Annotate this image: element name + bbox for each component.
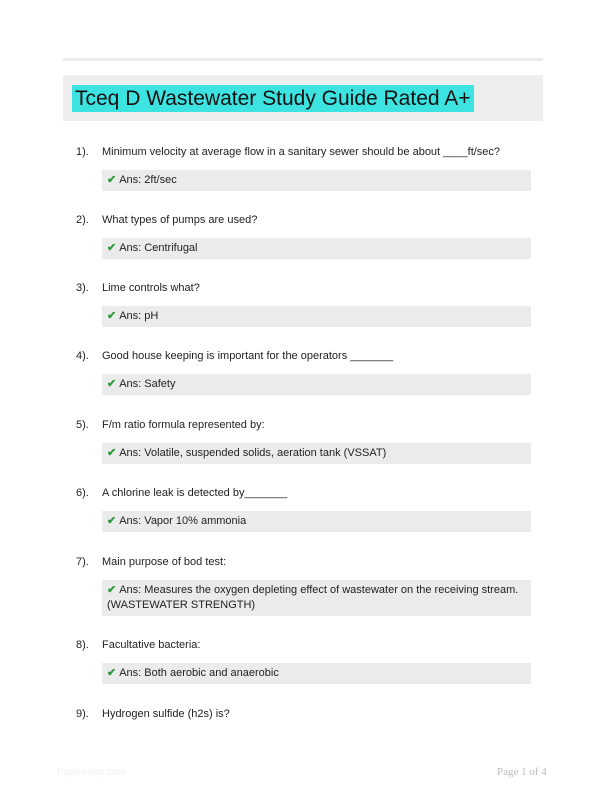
answer-box	[102, 511, 531, 532]
question-text: What types of pumps are used?	[102, 214, 258, 226]
check-icon: ✔	[107, 447, 117, 459]
answer-box	[102, 374, 531, 395]
check-icon: ✔	[107, 378, 117, 390]
answer-text: Measures the oxygen depleting effect of wastewater on the receiving stream. (WASTEWATER STRENGTH)	[107, 584, 519, 611]
question-text: Minimum velocity at average flow in a sanitary sewer should be about ____ft/sec?	[102, 146, 501, 158]
check-icon: ✔	[107, 174, 117, 186]
answer-prefix: Ans:	[119, 447, 142, 459]
check-icon: ✔	[107, 310, 117, 322]
answer-text: Safety	[144, 378, 176, 390]
footer-watermark: PaperHelp.com	[57, 767, 126, 778]
question-number: 5).	[76, 419, 89, 431]
answer-prefix: Ans:	[119, 310, 142, 322]
question-number: 8).	[76, 639, 89, 651]
question-number: 1).	[76, 146, 89, 158]
check-icon: ✔	[107, 667, 117, 679]
check-icon: ✔	[107, 515, 117, 527]
answer-box	[102, 238, 531, 259]
question-text: Good house keeping is important for the operators _______	[102, 350, 394, 362]
question-number: 2).	[76, 214, 89, 226]
answer-box	[102, 443, 531, 464]
page-number: Page 1 of 4	[497, 766, 547, 778]
answer-text: Both aerobic and anaerobic	[144, 667, 279, 679]
page-title: Tceq D Wastewater Study Guide Rated A+	[72, 85, 474, 112]
question-text: Main purpose of bod test:	[102, 556, 227, 568]
check-icon: ✔	[107, 584, 117, 596]
question-number: 6).	[76, 487, 89, 499]
title-band	[63, 75, 543, 121]
answer-box	[102, 306, 531, 327]
answer-prefix: Ans:	[119, 378, 142, 390]
answer-text: Vapor 10% ammonia	[144, 515, 247, 527]
answer-box	[102, 663, 531, 684]
answer-box	[102, 170, 531, 191]
question-text: A chlorine leak is detected by_______	[102, 487, 288, 499]
question-number: 9).	[76, 708, 89, 720]
question-text: F/m ratio formula represented by:	[102, 419, 265, 431]
answer-prefix: Ans:	[119, 584, 142, 596]
question-text: Facultative bacteria:	[102, 639, 201, 651]
check-icon: ✔	[107, 242, 117, 254]
question-text: Lime controls what?	[102, 282, 200, 294]
answer-box	[102, 580, 531, 616]
question-text: Hydrogen sulfide (h2s) is?	[102, 708, 230, 720]
answer-text: 2ft/sec	[144, 174, 177, 186]
answer-text: Volatile, suspended solids, aeration tank (VSSAT)	[144, 447, 387, 459]
question-number: 4).	[76, 350, 89, 362]
answer-text: pH	[144, 310, 159, 322]
top-rule	[63, 58, 543, 61]
answer-prefix: Ans:	[119, 174, 142, 186]
answer-prefix: Ans:	[119, 667, 142, 679]
answer-prefix: Ans:	[119, 242, 142, 254]
question-number: 7).	[76, 556, 89, 568]
answer-text: Centrifugal	[144, 242, 198, 254]
answer-prefix: Ans:	[119, 515, 142, 527]
question-number: 3).	[76, 282, 89, 294]
